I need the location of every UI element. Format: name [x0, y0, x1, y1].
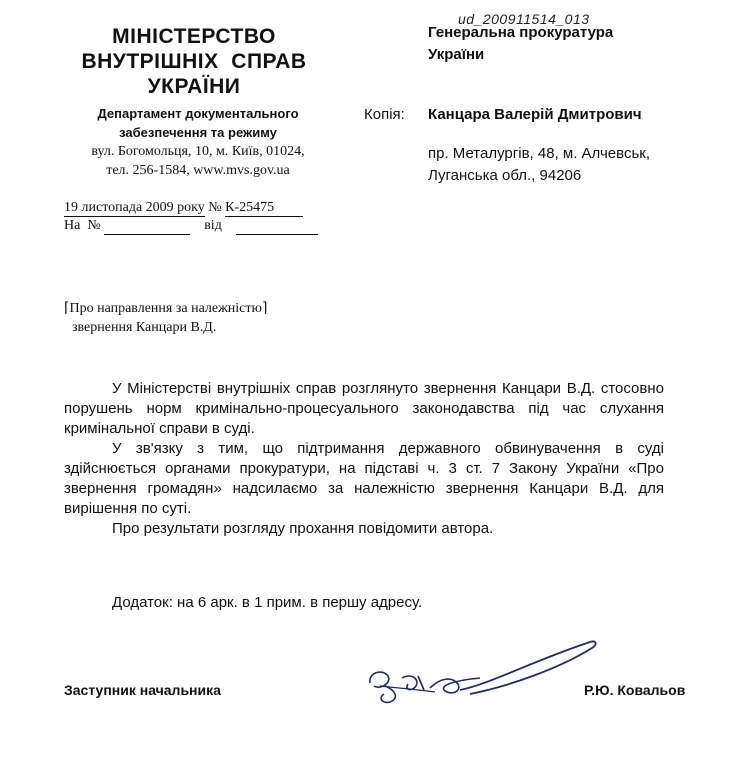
body-paragraph: У зв'язку з тим, що підтримання державного обвинувачення в суді здійснюється органами прокуратури, на підставі ч. 3 ст. 7 Закону України «Про звернення громадян» надсилаємо за належністю звернення Канцари В.Д. для вирішення по суті. [64, 440, 664, 517]
handwritten-signature [340, 628, 610, 708]
copy-address-line: Луганська обл., 94206 [428, 167, 582, 184]
copy-address [428, 143, 650, 187]
reply-line [64, 218, 318, 235]
body-paragraph: У Міністерстві внутрішніх справ розглянуто звернення Канцари В.Д. стосовно порушень норм кримінально-процесуального законодавства під час слухання кримінальної справи в суді. [64, 380, 664, 437]
registration-stamp: ud_200911514_013 [458, 11, 590, 27]
registration-line [64, 200, 303, 217]
copy-address-line: пр. Металургів, 48, м. Алчевськ, [428, 145, 650, 162]
registration-number-label: № [208, 200, 222, 215]
body-paragraph: Про результати розгляду прохання повідомити автора. [112, 520, 494, 537]
attachment-note: Додаток: на 6 арк. в 1 прим. в першу адресу. [112, 594, 423, 611]
subject-block: ⌈Про направлення за належністю⌉ звернення Канцари В.Д. [64, 301, 268, 335]
ministry-line: УКРАЇНИ [147, 75, 241, 98]
registration-date: 19 листопада 2009 року [64, 200, 205, 215]
subject-line: Про направлення за належністю [69, 301, 262, 316]
department-line: Департамент документального [97, 106, 299, 121]
department-block [82, 104, 314, 180]
address-line: тел. 256-1584, www.mvs.gov.ua [106, 163, 290, 178]
reply-date-blank [236, 218, 318, 235]
reply-label: На № [64, 218, 101, 233]
letter-body [64, 379, 664, 539]
reply-number-blank [104, 218, 190, 235]
copy-recipient-name: Канцара Валерій Дмитрович [428, 106, 642, 123]
signatory-name: Р.Ю. Ковальов [584, 682, 686, 698]
ministry-name [74, 24, 314, 99]
department-line: забезпечення та режиму [119, 125, 277, 140]
signatory-title: Заступник начальника [64, 682, 221, 698]
from-label: від [204, 218, 222, 233]
recipient-line: України [428, 46, 485, 63]
ministry-line: ВНУТРІШНІХ СПРАВ [81, 50, 307, 73]
address-line: вул. Богомольця, 10, м. Київ, 01024, [91, 144, 305, 159]
registration-number: К-25475 [225, 200, 303, 217]
recipient-line: Генеральна прокуратура [428, 24, 614, 41]
ministry-line: МІНІСТЕРСТВО [112, 25, 276, 48]
subject-line: звернення Канцари В.Д. [72, 320, 217, 335]
copy-label: Копія: [364, 106, 405, 123]
recipient-block [428, 22, 613, 66]
